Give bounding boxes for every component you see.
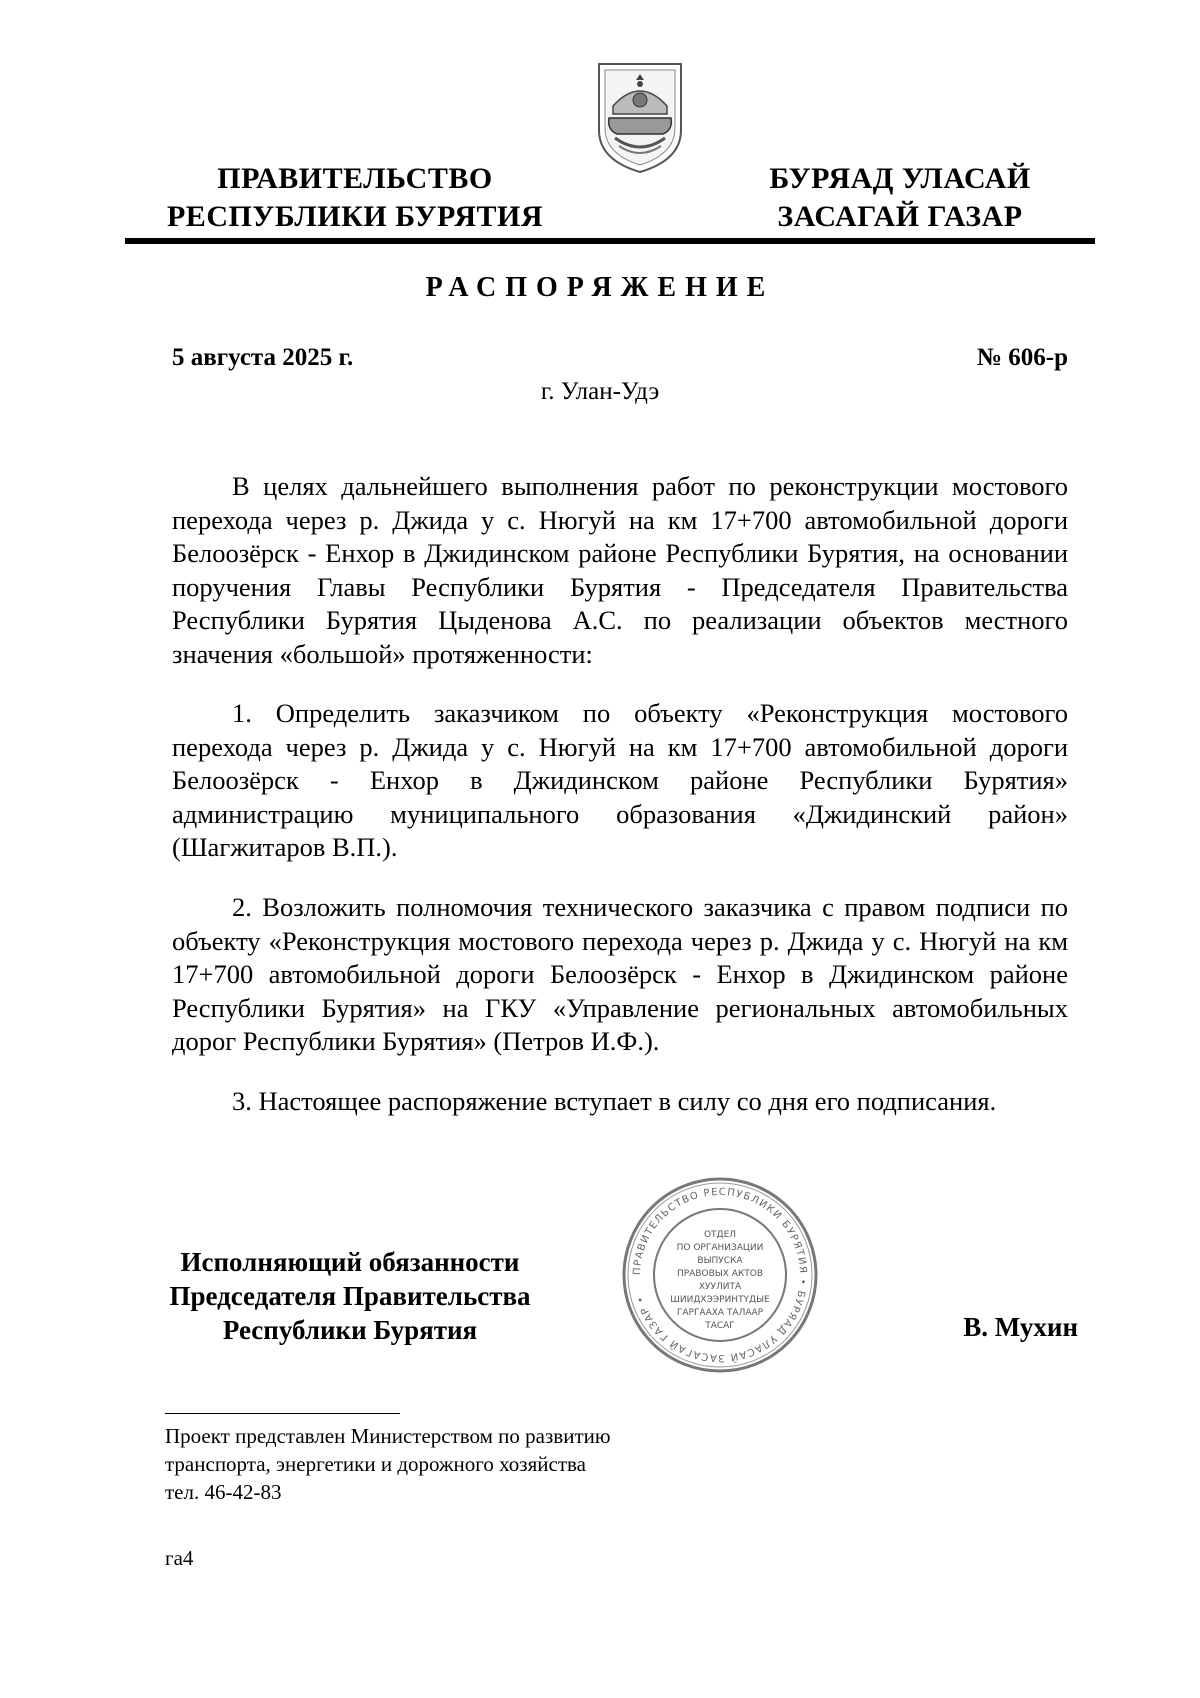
document-code: га4: [165, 1546, 194, 1570]
footnote-line1: Проект представлен Министерством по развитию: [165, 1424, 611, 1448]
document-date: 5 августа 2025 г.: [172, 344, 354, 371]
document-number: № 606-р: [976, 344, 1068, 371]
document-type: РАСПОРЯЖЕНИЕ: [425, 272, 775, 303]
seal-inner-line4: ПРАВОВЫХ АКТОВ: [676, 1269, 764, 1279]
signer-title-line1: Исполняющий обязанности: [180, 1247, 520, 1277]
paragraph-item-2-text: 2. Возложить полномочия технического заказчика с правом подписи по объекту «Реконструкция мостового перехода через р. Джида у с. Нюгуй на км 17+700 автомобильной дороги Белоозёрск - Енхор в Джидинском районе Республики Бурятия» на ГКУ «Управление региональных автомобильных дорог Республики Бурятия» (Петров И.Ф.).: [172, 892, 1068, 1056]
seal-inner-line1: ОТДЕЛ: [703, 1230, 737, 1240]
footnote-divider: [165, 1413, 400, 1414]
coat-of-arms-emblem: [593, 60, 687, 176]
footnote-line2: транспорта, энергетики и дорожного хозяйства: [165, 1452, 586, 1476]
header-government-ru: [150, 160, 560, 236]
seal-inner-line8: ТАСАГ: [705, 1321, 735, 1331]
header-left-line2: РЕСПУБЛИКИ БУРЯТИЯ: [166, 200, 544, 233]
footnote-line3: тел. 46-42-83: [165, 1480, 282, 1504]
footnote: [165, 1422, 611, 1506]
header-right-line2: ЗАСАГАЙ ГАЗАР: [777, 200, 1023, 233]
paragraph-intro: [172, 470, 1068, 671]
seal-inner-line3: ВЫПУСКА: [697, 1256, 743, 1266]
seal-inner-line5: ХУУЛИТА: [698, 1282, 742, 1292]
seal-inner-line6: ШИИДХЭЭРИНТҮДЫЕ: [670, 1295, 770, 1305]
header-left-line1: ПРАВИТЕЛЬСТВО: [217, 162, 493, 195]
paragraph-intro-text: В целях дальнейшего выполнения работ по реконструкции мостового перехода через р. Джида у с. Нюгуй на км 17+700 автомобильной дороги Белоозёрск - Енхор в Джидинском районе Республики Бурятия, на основании поручения Главы Республики Бурятия - Председателя Правительства Республики Бурятия Цыденова А.С. по реализации объектов местного значения «большой» протяженности:: [172, 471, 1068, 669]
signer-title-line3: Республики Бурятия: [222, 1315, 478, 1345]
signer-title: [150, 1245, 550, 1347]
paragraph-item-1-text: 1. Определить заказчиком по объекту «Реконструкция мостового перехода через р. Джида у с. Нюгуй на км 17+700 автомобильной дороги Белоозёрск - Енхор в Джидинском районе Республики Бурятия» администрацию муниципального образования «Джидинский район» (Шагжитаров В.П.).: [172, 698, 1068, 862]
document-city: г. Улан-Удэ: [540, 378, 660, 405]
paragraph-item-3-text: 3. Настоящее распоряжение вступает в силу со дня его подписания.: [232, 1086, 997, 1116]
seal-inner-line7: ГАРГААХА ТАЛААР: [676, 1308, 764, 1318]
official-seal: [620, 1175, 820, 1375]
paragraph-item-1: [172, 697, 1068, 865]
header-right-line1: БУРЯАД УЛАСАЙ: [769, 162, 1031, 195]
header-government-bua: [750, 160, 1050, 236]
signer-name: В. Мухин: [963, 1312, 1078, 1342]
header-divider: [125, 238, 1095, 244]
signer-title-line2: Председателя Правительства: [169, 1281, 531, 1311]
paragraph-item-3: [172, 1085, 1068, 1119]
paragraph-item-2: [172, 891, 1068, 1059]
seal-inner-line2: ПО ОРГАНИЗАЦИИ: [676, 1243, 764, 1253]
seal-outer-text: ПРАВИТЕЛЬСТВО РЕСПУБЛИКИ БУРЯТИЯ • БУРЯАД УЛАСАЙ ЗАСАГАЙ ГАЗАР •: [631, 1186, 809, 1364]
